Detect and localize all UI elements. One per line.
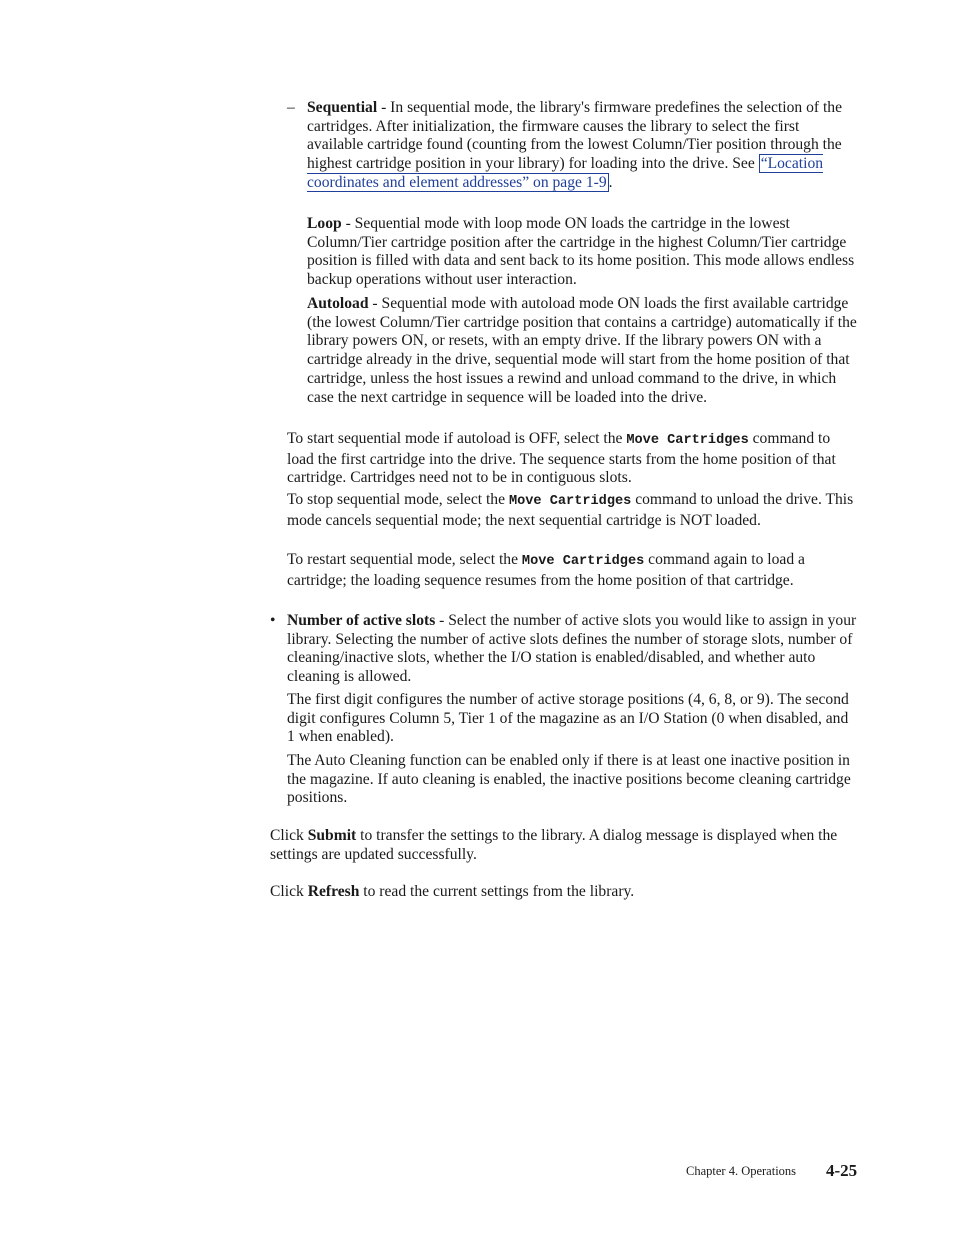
sequential-paragraph: [307, 99, 859, 193]
restart-sequential-paragraph: [287, 551, 859, 590]
refresh-before: Click: [270, 883, 308, 900]
start-before: To start sequential mode if autoload is OFF, select the: [287, 430, 627, 447]
refresh-paragraph: [270, 883, 859, 902]
footer-chapter-title: Chapter 4. Operations: [686, 1164, 797, 1178]
refresh-term: Refresh: [307, 883, 360, 900]
start-sequential-paragraph: [287, 430, 859, 488]
active-slots-paragraph: [287, 612, 859, 687]
loop-term: Loop: [307, 215, 342, 232]
loop-text: - Sequential mode with loop mode ON loads the cartridge in the lowest Column/Tier cartridge position after the cartridge in the highest Column/Tier cartridge position is filled with data and sent back to its home position. This mode allows endless backup operations without user interaction.: [307, 215, 855, 289]
stop-before: To stop sequential mode, select the: [287, 491, 509, 508]
start-command: Move Cartridges: [626, 433, 749, 448]
submit-after: to transfer the settings to the library. A dialog message is displayed when the settings are updated successfully.: [270, 827, 838, 863]
autoload-text: - Sequential mode with autoload mode ON loads the first available cartridge (the lowest Column/Tier cartridge position that contains a cartridge) automatically if the library powers ON, or resets, with an empty drive. If the library powers ON with a cartridge already in the drive, sequential mode will start from the home position of that cartridge, unless the host issues a rewind and unload command to the drive, in which case the next cartridge in sequence will be loaded into the drive.: [307, 295, 857, 406]
autoload-paragraph: [307, 295, 859, 407]
restart-command: Move Cartridges: [521, 554, 645, 569]
sequential-text: - In sequential mode, the library's firmware predefines the selection of the cartridges. After initialization, the firmware causes the library to select the first available cartridge found (counting from the lowest Column/Tier position through the highest cartridge position in your library) for loading into the drive. See: [307, 99, 843, 173]
refresh-after: to read the current settings from the library.: [359, 883, 635, 900]
restart-after: command again to load a cartridge; the loading sequence resumes from the home position of that cartridge.: [287, 551, 805, 589]
loop-paragraph: [307, 215, 859, 290]
start-after: command to load the first cartridge into the drive. The sequence starts from the home position of that cartridge. Cartridges need not to be in contiguous slots.: [287, 430, 836, 487]
submit-before: Click: [270, 827, 308, 844]
stop-after: command to unload the drive. This mode cancels sequential mode; the next sequential cartridge is NOT loaded.: [287, 491, 854, 529]
dash-marker: –: [287, 99, 295, 116]
stop-sequential-paragraph: [287, 491, 859, 530]
digits-paragraph: The first digit configures the number of active storage positions (4, 6, 8, or 9). The second digit configures Column 5, Tier 1 of the magazine as an I/O Station (0 when disabled, and 1 when enabled).: [287, 691, 849, 746]
sequential-after-link: .: [608, 173, 613, 191]
location-coordinates-link[interactable]: “Location coordinates and element addresses” on page 1-9: [307, 155, 824, 191]
stop-command: Move Cartridges: [508, 494, 632, 509]
sequential-term: Sequential: [307, 99, 378, 116]
active-slots-text: - Select the number of active slots you would like to assign in your library. Selecting the number of active slots defines the number of storage slots, number of cleaning/inactive slots, whether the I/O station is enabled/disabled, and whether auto cleaning is allowed.: [287, 612, 857, 686]
submit-paragraph: [270, 827, 859, 864]
footer-page-number: 4-25: [826, 1161, 858, 1180]
autoload-term: Autoload: [307, 295, 369, 312]
submit-term: Submit: [307, 827, 357, 844]
bullet-marker: •: [270, 612, 276, 629]
restart-before: To restart sequential mode, select the: [287, 551, 522, 568]
auto-cleaning-paragraph: The Auto Cleaning function can be enabled only if there is at least one inactive position in the magazine. If auto cleaning is enabled, the inactive positions become cleaning cartridge positions.: [287, 752, 851, 807]
active-slots-term: Number of active slots: [287, 612, 436, 629]
